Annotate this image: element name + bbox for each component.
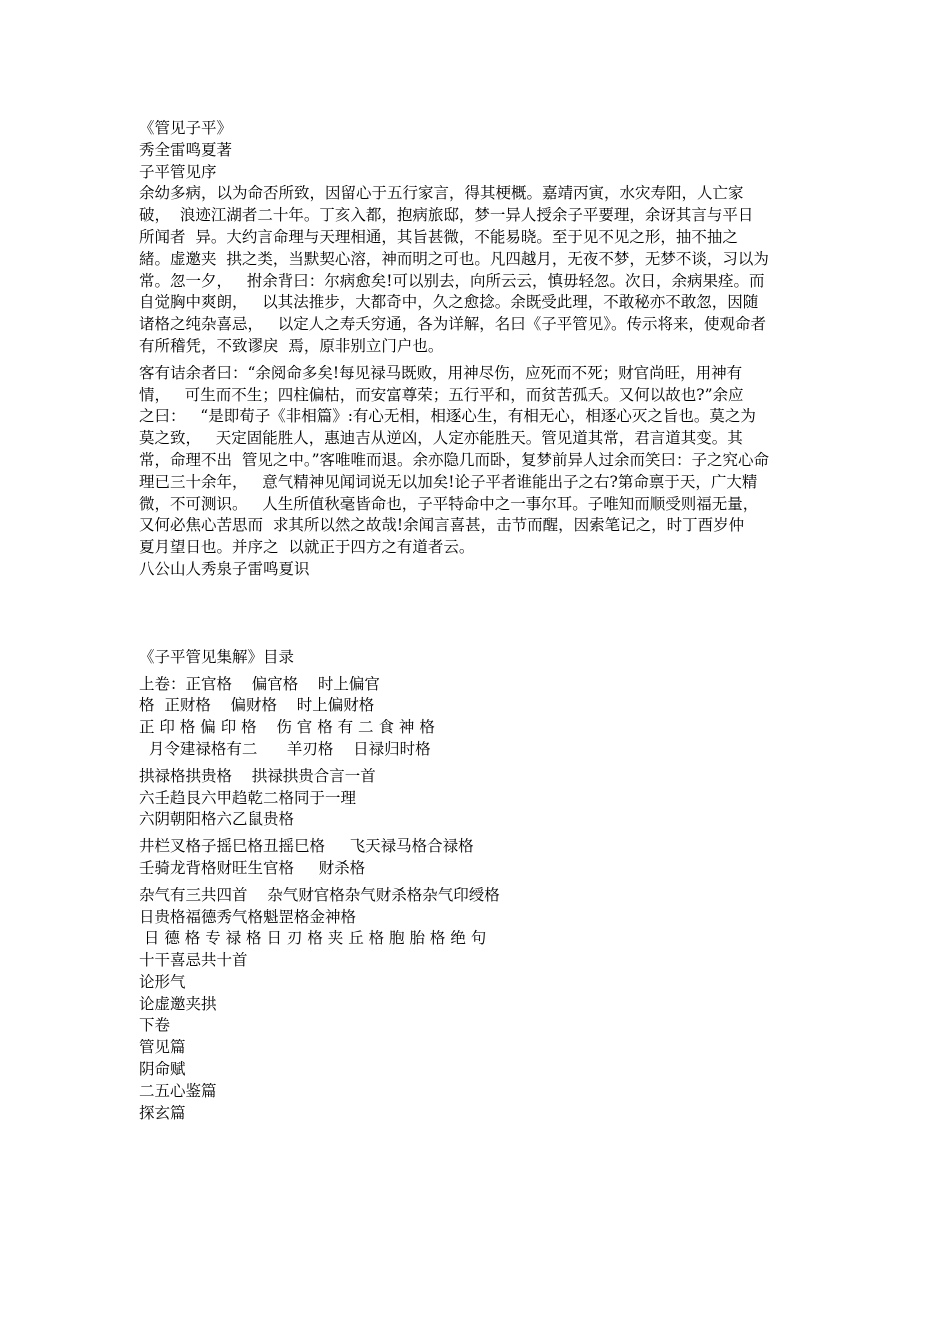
toc-title: 《子平管见集解》目录: [139, 647, 295, 666]
toc-item: 下卷: [139, 1016, 171, 1035]
toc-item: 阴命赋: [139, 1060, 186, 1079]
toc-item: 论形气: [139, 972, 186, 991]
toc-item: 六壬趋艮六甲趋乾二格同于一理: [139, 788, 357, 807]
text-line: 自觉胸中爽朗， 以其法推步，大都奇中，久之愈捻。余既受此理，不敢秘亦不敢忽，因随: [139, 293, 759, 312]
text-line: 之曰： “是即荀子《非相篇》:有心无相，相逐心生，有相无心，相逐心灭之旨也。莫之为: [139, 407, 756, 426]
text-line: 緒。虚邀夹 拱之类，当默契心溶，神而明之可也。凡四越月，无夜不梦，无梦不谈，习以为: [139, 249, 769, 268]
text-line: 客有诘余者曰：“余阅命多矣!每见禄马既败，用神尽伤，应死而不死；财官尚旺，用神有: [139, 363, 743, 382]
toc-item: 十干喜忌共十首: [139, 951, 248, 970]
toc-item: 正 印 格 偏 印 格 伤 官 格 有 二 食 神 格: [139, 718, 435, 737]
toc-item: 二五心鉴篇: [139, 1081, 217, 1100]
text-line: 所闻者 异。大约言命理与天理相通，其旨甚微，不能易晓。至于见不见之形，抽不抽之: [139, 227, 738, 246]
toc-item: 论虚邀夹拱: [139, 994, 217, 1013]
text-line: 又何必焦心苦思而 求其所以然之故哉!余闻言喜甚，击节而醒，因索笔记之，时丁酉岁仲: [139, 516, 745, 535]
text-line: 情， 可生而不生；四柱偏枯，而安富尊荣；五行平和，而贫苦孤夭。又何以故也?”余应: [139, 385, 744, 404]
text-line: 微，不可测识。 人生所值秋毫皆命也，子平特命中之一事尔耳。子唯知而顺受则福无量，: [139, 494, 759, 513]
toc-item: 管见篇: [139, 1038, 186, 1057]
author-line: 秀全雷鸣夏著: [139, 140, 233, 159]
text-line: 有所稽凭，不致谬戾 焉，原非别立门户也。: [139, 336, 444, 355]
toc-item: 日 德 格 专 禄 格 日 刃 格 夹 丘 格 胞 胎 格 绝 句: [139, 929, 487, 948]
text-line: 余幼多病，以为命否所致，因留心于五行家言，得其梗概。嘉靖丙寅，水灾寿阳，人亡家: [139, 184, 744, 203]
text-line: 破， 浪迹江湖者二十年。丁亥入都，抱病旅邸，梦一异人授余子平要理，余讶其言与平日: [139, 206, 754, 225]
text-line: 夏月望日也。并序之 以就正于四方之有道者云。: [139, 538, 475, 557]
document-title: 《管见子平》: [139, 119, 233, 137]
preface-title: 子平管见序: [139, 162, 217, 181]
toc-item: 探玄篇: [139, 1103, 186, 1122]
text-line: 理已三十余年， 意气精神见闻词说无以加矣!论子平者谁能出子之右?第命禀于天，广大精: [139, 472, 758, 491]
toc-item: 拱禄格拱贵格 拱禄拱贵合言一首: [139, 766, 376, 785]
table-of-contents: [139, 674, 819, 1125]
toc-item: 上卷：正官格 偏官格 时上偏官: [139, 674, 380, 693]
toc-item: 壬骑龙背格财旺生官格 财杀格: [139, 858, 366, 877]
text-line: 常。忽一夕， 拊余背曰：尔病愈矣!可以别去，向所云云，慎毋轻忽。次日，余病果痊。而: [139, 271, 765, 290]
text-line: 常，命理不出 管见之中。”客唯唯而退。余亦隐几而卧，复梦前异人过余而笑曰：子之究心命: [139, 450, 770, 469]
preface-paragraph-1: [139, 183, 819, 357]
signature-line: 八公山人秀泉子雷鸣夏识: [139, 559, 310, 578]
text-line: 诸格之纯杂喜忌， 以定人之寿夭穷通，各为详解，名曰《子平管见》。传示将来，使观命者: [139, 315, 767, 334]
toc-item: 格 正财格 偏财格 时上偏财格: [139, 696, 375, 715]
preface-paragraph-2: [139, 363, 819, 559]
toc-item: 井栏叉格子摇巳格丑摇巳格 飞天禄马格合禄格: [139, 837, 474, 856]
text-line: 莫之致， 天定固能胜人，惠迪吉从逆凶，人定亦能胜天。管见道其常，君言道其变。其: [139, 429, 743, 448]
toc-item: 杂气有三共四首 杂气财官格杂气财杀格杂气印绶格: [139, 885, 500, 904]
toc-item: 月令建禄格有二 羊刃格 日禄归时格: [139, 739, 431, 758]
document-page: [139, 118, 819, 1124]
toc-item: 六阴朝阳格六乙鼠贵格: [139, 810, 295, 829]
toc-item: 日贵格福德秀气格魁罡格金神格: [139, 907, 357, 926]
